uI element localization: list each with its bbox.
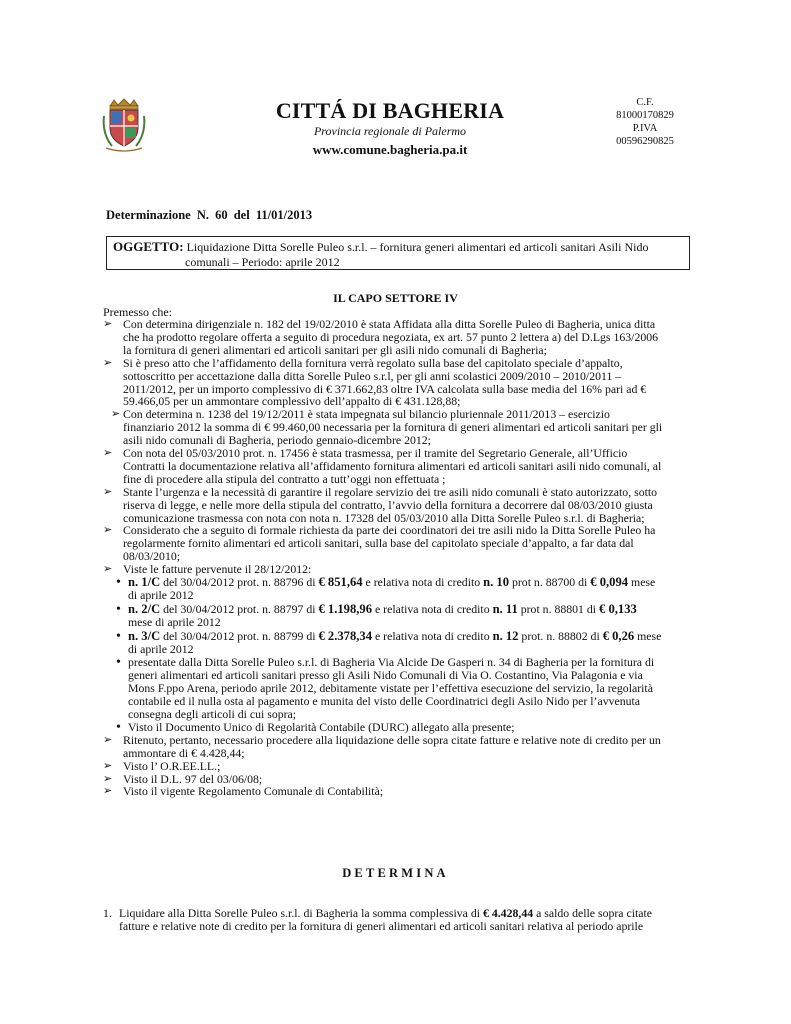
invoice-line-2: di aprile 2012 <box>128 641 194 656</box>
item-amount: € 4.428,44 <box>482 906 534 920</box>
item-number: 1. <box>103 906 112 920</box>
bullet-dot-icon: • <box>116 601 121 617</box>
arrow-bullet-icon: ➢ <box>103 733 113 746</box>
arrow-bullet-icon: ➢ <box>103 772 113 785</box>
text-line: Mons F.ppo Arena, periodo aprile 2012, debitamente vistate per l’effettiva esecuzione del servizio, la regolarità <box>128 681 653 696</box>
text-line: asili nido comunali di Bagheria, periodo gennaio-dicembre 2012; <box>123 433 431 448</box>
invoice-num: n. 1/C <box>128 575 161 589</box>
closing-item <box>123 760 688 773</box>
piva-label: P.IVA <box>632 123 658 134</box>
text-line: contabile ed il nulla osta al pagamento e munita del visto delle Coordinatrici degli Asilo Nido per l’avvenuta <box>128 694 641 709</box>
text-line: presentate dalla Ditta Sorelle Puleo s.r.l. di Bagheria Via Alcide De Gasperi n. 34 di Bagheria per la fornitura di <box>128 655 655 670</box>
subject-box <box>106 236 690 270</box>
determina-heading: DETERMINA <box>342 866 449 880</box>
subject-line-1: Liquidazione Ditta Sorelle Puleo s.r.l. – fornitura generi alimentari ed articoli sanitari Asili Nido <box>186 240 649 254</box>
subject-label: OGGETTO: <box>113 239 184 254</box>
premise-item <box>123 524 688 563</box>
text-line: Si è preso atto che l’affidamento della fornitura verrà regolato sulla base del capitolato speciale d’appalto, <box>123 355 623 370</box>
item-text-line-2: fatture e relative note di credito per la fornitura di generi alimentari ed articoli sanitari relativa al periodo aprile <box>119 919 644 933</box>
text-line: Contratti la documentazione relativa all’affidamento fornitura alimentari ed articoli sanitari asili nido comunali, al <box>123 458 662 473</box>
invoice-t1: del 30/04/2012 prot. n. 88799 di <box>160 628 319 643</box>
invoice-line-2: mese di aprile 2012 <box>128 614 221 629</box>
text-line: che ha prodotto regolare offerta a seguito di procedura negoziata, ex art. 57 punto 2 lettera a) del D.Lgs 163/2006 <box>123 329 659 344</box>
arrow-bullet-icon: ➢ <box>103 318 113 330</box>
invoice-nc-amount: € 0,133 <box>599 601 637 616</box>
arrow-bullet-icon: ➢ <box>103 356 113 369</box>
text-line: Considerato che a seguito di formale richiesta da parte dei coordinatori dei tre asili nido la Ditta Sorelle Puleo ha <box>123 523 656 538</box>
invoice-t2: e relativa nota di credito <box>372 628 493 643</box>
invoice-item <box>128 576 688 602</box>
invoice-t1: del 30/04/2012 prot. n. 88796 di <box>160 575 319 589</box>
text-line: Con determina dirigenziale n. 182 del 19/02/2010 è stata Affidata alla ditta Sorelle Puleo di Bagheria, unica ditta <box>123 317 656 331</box>
bullet-dot-icon: • <box>116 655 121 671</box>
invoice-item <box>128 630 688 656</box>
text-line: Con determina n. 1238 del 19/12/2011 è stata impegnata sul bilancio pluriennale 2011/2013 – esercizio <box>123 407 610 422</box>
arrow-bullet-icon: ➢ <box>103 524 113 537</box>
premise-item <box>123 408 688 447</box>
cf-value: 81000170829 <box>616 110 674 121</box>
text-line: 08/03/2010; <box>123 549 181 564</box>
invoice-amount: € 1.198,96 <box>318 601 373 616</box>
bullet-dot-icon: • <box>116 575 121 590</box>
invoice-nc-amount: € 0,26 <box>602 628 635 643</box>
closing-item <box>123 734 688 760</box>
text-line: sottoscritto per accettazione dalla ditta Sorelle Puleo s.r.l, per gli anni scolastici 2009/2010 – 2010/2011 – <box>123 368 622 383</box>
arrow-bullet-icon: ➢ <box>103 563 113 576</box>
invoice-nc: n. 11 <box>492 601 518 616</box>
determination-number: Determinazione N. 60 del 11/01/2013 <box>106 208 313 222</box>
text-line: Viste le fatture pervenute il 28/12/2012: <box>123 562 312 577</box>
text-line: Visto il D.L. 97 del 03/06/08; <box>123 771 263 786</box>
letterhead <box>100 96 700 166</box>
presented-invoices-note <box>128 656 693 721</box>
premises-intro: Premesso che: <box>103 305 172 319</box>
invoice-amount: € 851,64 <box>318 575 363 589</box>
text-line: regolarmente fornito alimentari ed articoli sanitari, sulla base del capitolato speciale d’appalto, a far data dal <box>123 536 634 551</box>
invoice-line-2: di aprile 2012 <box>128 587 194 602</box>
province-name: Provincia regionale di Palermo <box>313 124 467 138</box>
invoice-num: n. 3/C <box>128 628 161 643</box>
invoice-t3: prot. n. 88802 di <box>518 628 603 643</box>
closing-item <box>123 785 688 798</box>
text-line: generi alimentari ed articoli sanitari presso gli Asili Nido Comunali di Via O. Costantino, Via Palagonia e via <box>128 668 643 683</box>
premise-item <box>123 447 688 486</box>
premise-item <box>123 486 688 525</box>
invoice-nc: n. 12 <box>492 628 519 643</box>
text-line: Visto il vigente Regolamento Comunale di Contabilità; <box>123 784 384 799</box>
text-line: Con nota del 05/03/2010 prot. n. 17456 è stata trasmessa, per il tramite del Segretario Generale, all’Ufficio <box>123 446 628 460</box>
text-line: 2011/2012, per un importo complessivo di € 371.662,83 oltre IVA calcolata sulla base media del 16% pari ad € <box>123 381 647 396</box>
piva-value: 00596290825 <box>616 136 674 147</box>
text-line: finanziario 2012 la somma di € 99.460,00 necessaria per la fornitura di generi alimentari ed articoli sanitari per gli <box>123 420 663 435</box>
city-title-block <box>250 98 530 159</box>
text-line: Stante l’urgenza e la necessità di garantire il regolare servizio dei tre asili nido comunali è stato autorizzato, sotto <box>123 484 658 499</box>
text-line: la fornitura di generi alimentari ed articoli sanitari per gli asili nido comunali di Bagheria; <box>123 342 547 357</box>
item-text-2: a saldo delle sopra citate <box>533 906 653 920</box>
cf-label: C.F. <box>636 97 654 108</box>
invoice-t2: e relativa nota di credito <box>362 575 484 589</box>
item-text-1: Liquidare alla Ditta Sorelle Puleo s.r.l. di Bagheria la somma complessiva di <box>119 906 483 920</box>
city-name: CITTÁ DI BAGHERIA <box>275 98 505 123</box>
invoice-nc: n. 10 <box>483 575 510 589</box>
invoice-t3: prot n. 88700 di <box>509 575 591 589</box>
text-line: consegna degli articoli di cui sopra; <box>128 707 297 722</box>
invoice-t1: del 30/04/2012 prot. n. 88797 di <box>160 601 319 616</box>
invoice-t4: mese <box>634 628 662 643</box>
subject-line-2: comunali – Periodo: aprile 2012 <box>185 255 340 269</box>
text-line: Visto l’ O.R.EE.LL.; <box>123 758 221 773</box>
invoice-t2: e relativa nota di credito <box>372 601 493 616</box>
arrow-bullet-icon: ➢ <box>103 785 113 798</box>
invoice-item <box>128 603 688 629</box>
text-line: riserva di legge, e nelle more della stipula del contratto, l’avvio della fornitura a decorrere dal 08/03/2010 giusta <box>123 497 653 512</box>
invoice-t4: mese <box>628 575 656 589</box>
tax-codes <box>600 96 690 148</box>
arrow-bullet-icon: ➢ <box>111 408 121 421</box>
invoice-num: n. 2/C <box>128 601 161 616</box>
arrow-bullet-icon: ➢ <box>103 447 113 459</box>
premise-item <box>123 357 688 409</box>
arrow-bullet-icon: ➢ <box>103 759 113 772</box>
text-line: Ritenuto, pertanto, necessario procedere alla liquidazione delle sopra citate fatture e relative note di credito per un <box>123 732 661 747</box>
durc-note: Visto il Documento Unico di Regolarità Contabile (DURC) allegato alla presente; <box>128 719 515 734</box>
bullet-dot-icon: • <box>116 628 121 644</box>
text-line: 59.466,05 per un ammontare complessivo dell’appalto di € 431.128,88; <box>123 394 461 409</box>
invoice-nc-amount: € 0,094 <box>590 575 629 589</box>
text-line: comunicazione trasmessa con nota con nota n. 17328 del 05/03/2010 alla Ditta Sorelle Puleo s.r.l. di Bagheria; <box>123 510 645 525</box>
website-link[interactable]: www.comune.bagheria.pa.it <box>312 142 468 157</box>
section-heading: IL CAPO SETTORE IV <box>333 291 458 305</box>
premise-item <box>123 318 688 357</box>
invoice-amount: € 2.378,34 <box>318 628 373 643</box>
coat-of-arms-icon <box>100 96 148 154</box>
text-line: ammontare di € 4.428,44; <box>123 745 245 760</box>
arrow-bullet-icon: ➢ <box>103 485 113 498</box>
text-line: fine di procedere alla stipula del contratto a tutt’oggi non effettuata ; <box>123 471 446 486</box>
invoice-t3: prot n. 88801 di <box>517 601 600 616</box>
bullet-dot-icon: • <box>116 719 121 735</box>
